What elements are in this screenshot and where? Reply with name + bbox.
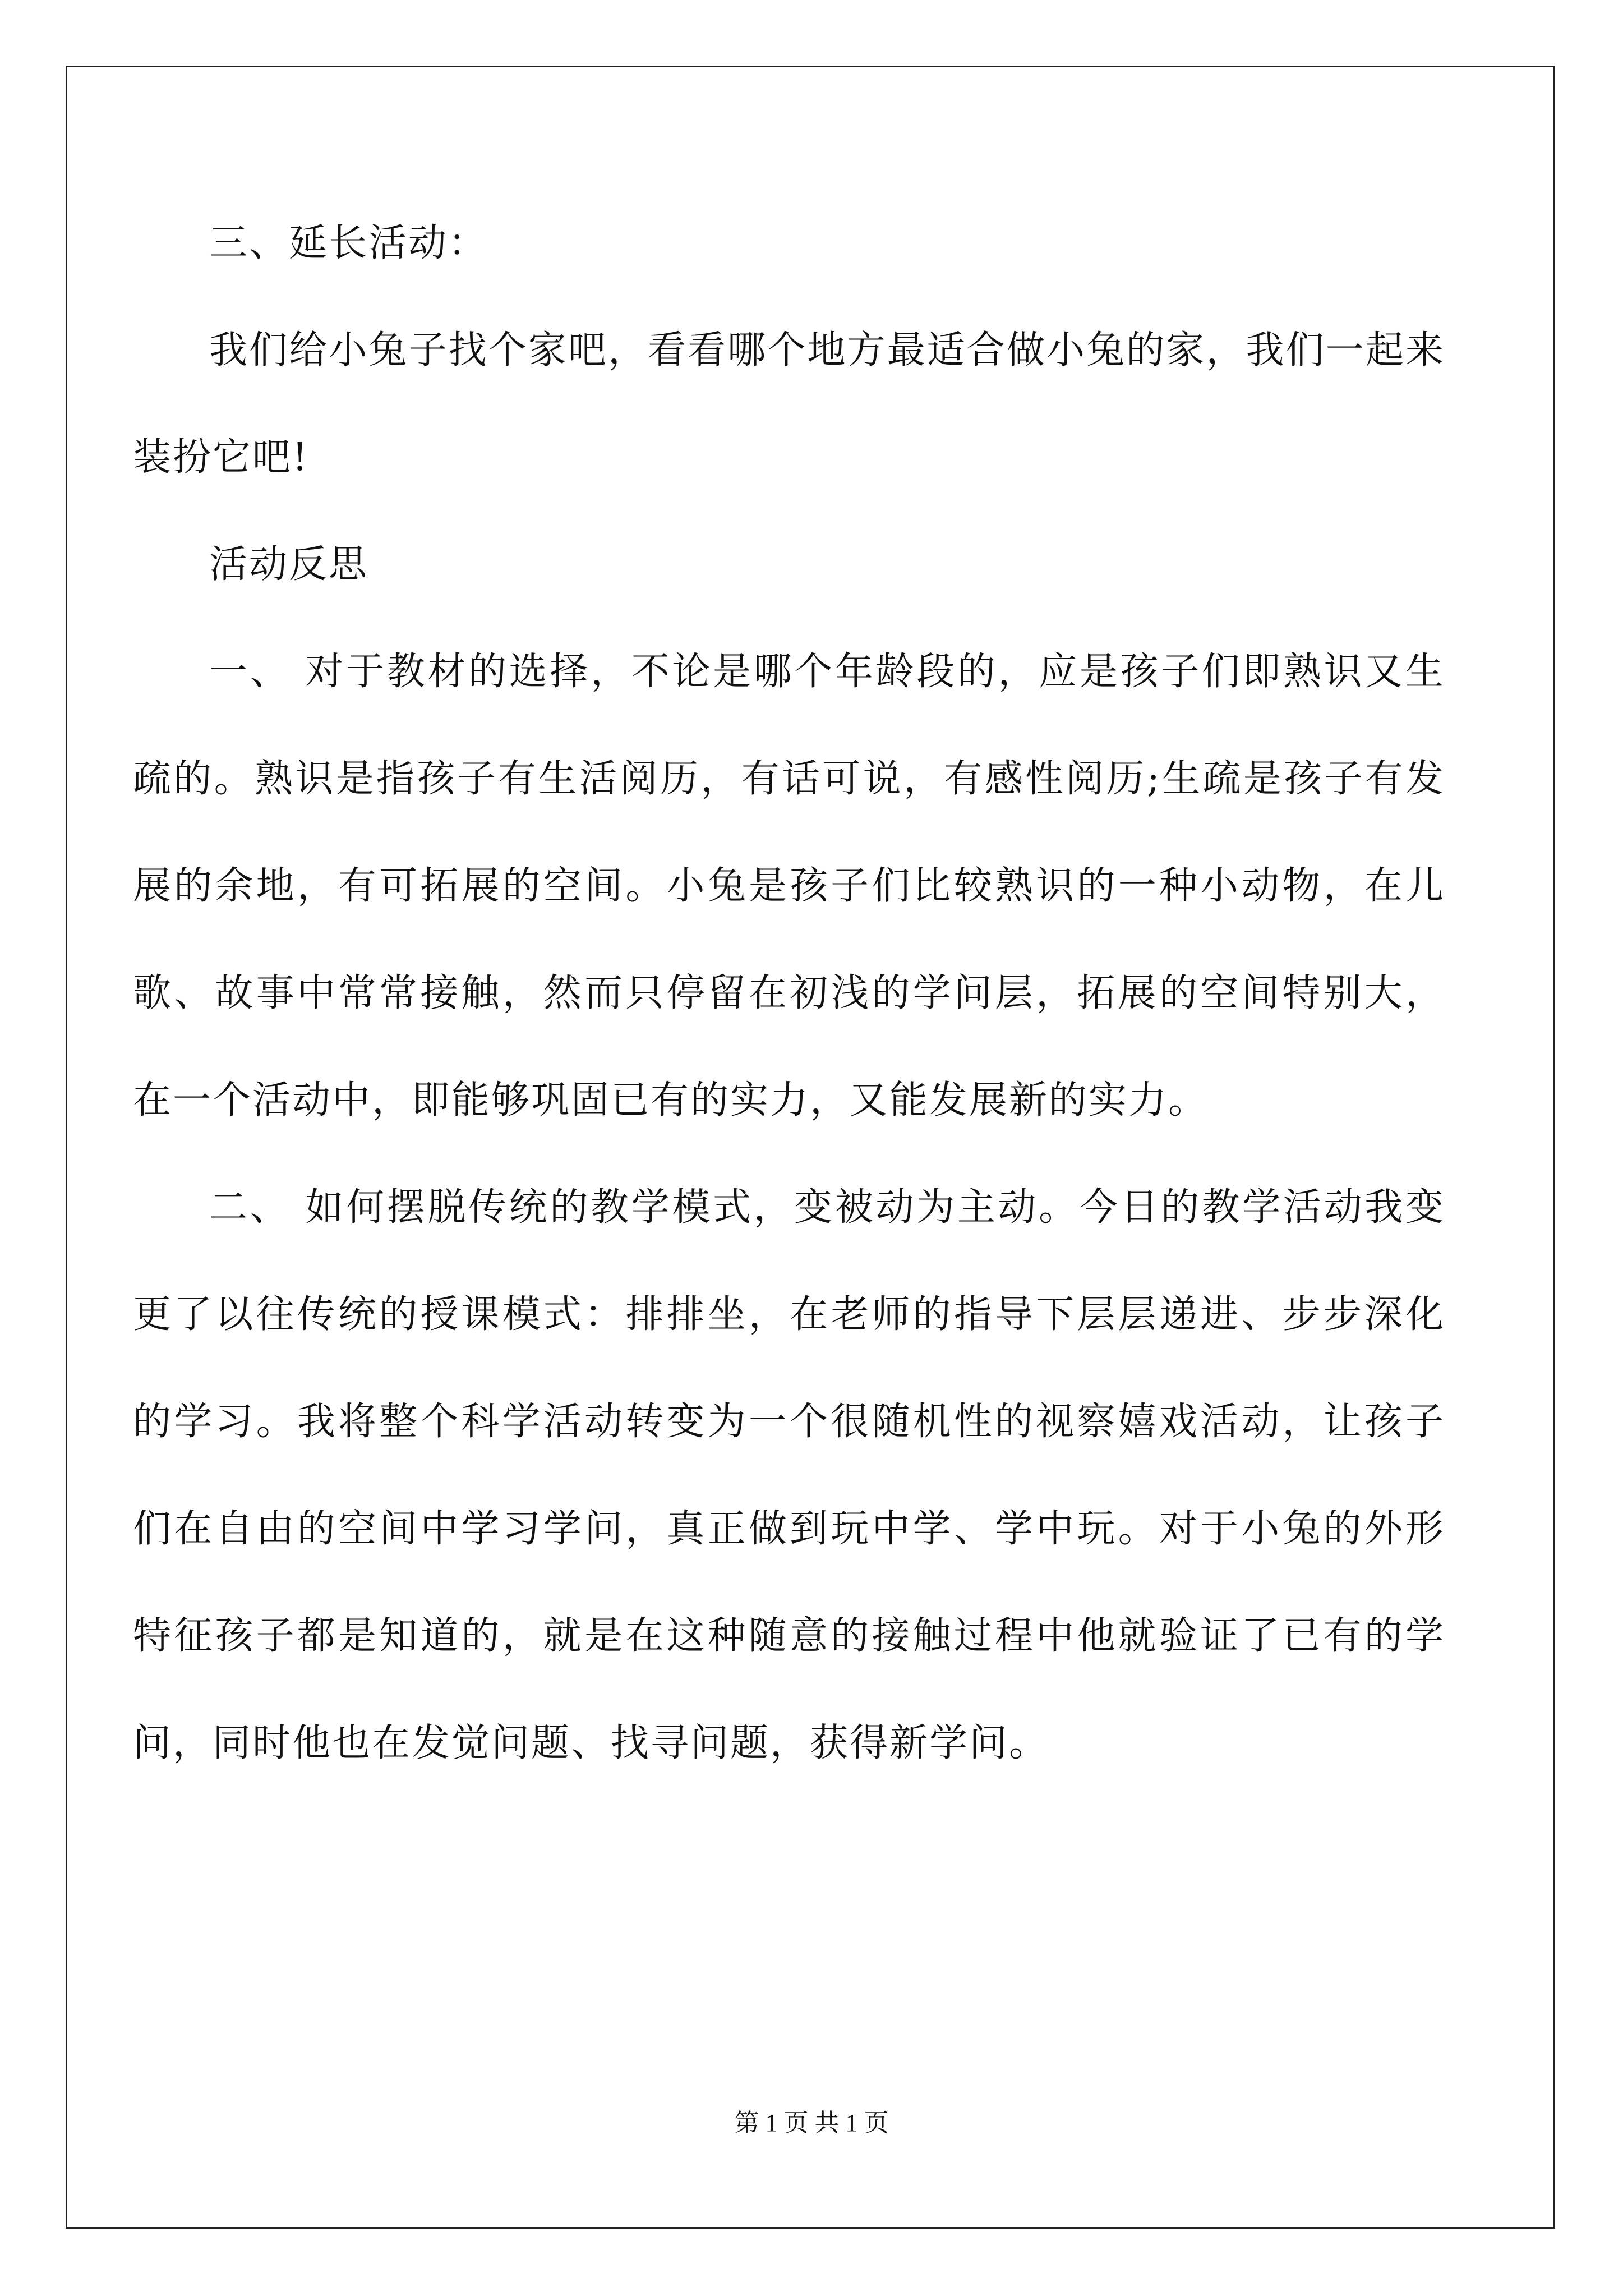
section-heading-reflection: 活动反思 (209, 542, 369, 587)
paragraph-reflection-one: 一、 对于教材的选择，不论是哪个年龄段的，应是孩子们即熟识又生疏的。熟识是指孩子有生活阅历，有话可说，有感性阅历;生疏是孩子有发展的余地，有可拓展的空间。小兔是孩子们比较熟识的一种小动物，在儿歌、故事中常常接触，然而只停留在初浅的学问层，拓展的空间特别大，在一个活动中，即能够巩固已有的实力，又能发展新的实力。 (133, 650, 1445, 1122)
document-body (133, 190, 1445, 1797)
section-heading-extension: 三、延长活动： (209, 221, 488, 265)
page-number: 第 1 页 共 1 页 (734, 2109, 889, 2137)
paragraph-reflection-two: 二、 如何摆脱传统的教学模式，变被动为主动。今日的教学活动我变更了以往传统的授课模式：排排坐，在老师的指导下层层递进、步步深化的学习。我将整个科学活动转变为一个很随机性的视察嬉戏活动，让孩子们在自由的空间中学习学问，真正做到玩中学、学中玩。对于小兔的外形特征孩子都是知道的，就是在这种随意的接触过程中他就验证了已有的学问，同时他也在发觉问题、找寻问题，获得新学问。 (133, 1185, 1445, 1765)
paragraph-extension-activity: 我们给小兔子找个家吧，看看哪个地方最适合做小兔的家，我们一起来装扮它吧! (133, 328, 1445, 480)
